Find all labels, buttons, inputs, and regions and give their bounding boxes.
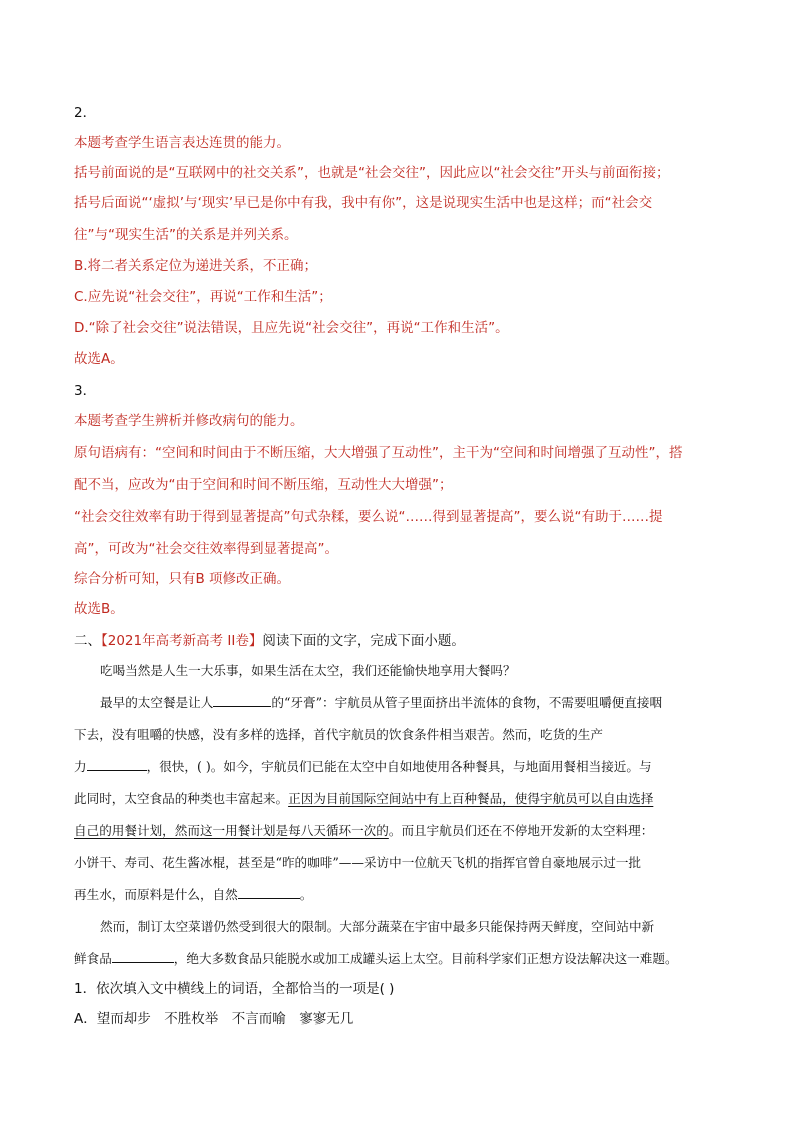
- section-2-source: 【2021年高考新高考 II卷】: [101, 633, 263, 649]
- passage-line-2h: [74, 822, 653, 840]
- q3-line-1: 本题考查学生辨析并修改病句的能力。: [74, 413, 304, 429]
- passage-text: ，绝大多数食品只能脱水或加工成罐头运上太空。目前科学家们正想方设法解决这一难题。: [173, 951, 678, 966]
- fill-blank-1[interactable]: [213, 694, 271, 707]
- passage-text: 再生水，而原料是什么，自然: [74, 887, 238, 902]
- passage-line-2j: 小饼干、寿司、花生酱冰棍，甚至是“昨的咖啡”——采访中一位航天飞机的指挥官曾自豪地展示过一批: [74, 855, 642, 870]
- passage-text: 最早的太空餐是让人: [100, 695, 214, 710]
- fill-blank-4[interactable]: [112, 950, 174, 963]
- passage-text: 。: [299, 887, 313, 902]
- section-2-instruction: 阅读下面的文字，完成下面小题。: [262, 633, 465, 649]
- q2-line-3: 括号后面说“‘虚拟’与‘现实’早已是你中有我，我中有你”，这是说现实生活中也是这样；而“社会交: [74, 195, 653, 211]
- q2-line-4: 往”与“现实生活”的关系是并列关系。: [74, 227, 298, 243]
- q2-number: 2．: [74, 105, 97, 121]
- q3-line-4: “社会交往效率有助于得到显著提高”句式杂糅，要么说“……得到显著提高”，要么说“有助于……提: [74, 509, 663, 525]
- q3-line-6: 综合分析可知，只有B 项修改正确。: [74, 571, 291, 587]
- fill-blank-2[interactable]: [87, 758, 147, 771]
- passage-text: 。而且宇航员们还在不停地开发新的太空料理：: [388, 823, 654, 838]
- passage-line-2c: 下去，没有咀嚼的快感，没有多样的选择，首代宇航员的饮食条件相当艰苦。然而，吃货的生产: [74, 727, 603, 742]
- passage-line-2f: [74, 790, 653, 808]
- q2-line-7: D.“除了社会交往”说法错误，且应先说“社会交往”，再说“工作和生活”。: [74, 320, 509, 336]
- q3-line-3: 配不当，应改为“由于空间和时间不断压缩，互动性大大增强”；: [74, 477, 453, 493]
- passage-line-2k: [74, 886, 312, 904]
- q3-number: 3．: [74, 383, 97, 399]
- section-2-prefix: 二、: [74, 633, 101, 649]
- q3-line-2: 原句语病有：“空间和时间由于不断压缩，大大增强了互动性”，主干为“空间和时间增强了互动性”，搭: [74, 445, 683, 461]
- q2-line-1: 本题考查学生语言表达连贯的能力。: [74, 135, 290, 151]
- question-1-stem: 1．依次填入文中横线上的词语，全都恰当的一项是( ): [74, 981, 395, 997]
- underlined-sentence: 正因为目前国际空间站中有上百种餐品，使得宇航员可以自由选择: [288, 791, 654, 806]
- passage-text: 此同时，太空食品的种类也丰富起来。: [74, 791, 289, 806]
- passage-line-2d: [74, 758, 652, 776]
- passage-line-3b: [74, 950, 678, 968]
- passage-text: 力: [74, 759, 87, 774]
- q2-line-5: B.将二者关系定位为递进关系，不正确；: [74, 258, 318, 274]
- q3-line-7: 故选B。: [74, 601, 124, 617]
- fill-blank-3[interactable]: [238, 886, 300, 899]
- q3-line-5: 高”，可改为“社会交往效率得到显著提高”。: [74, 541, 338, 557]
- passage-text: 的“牙膏”：宇航员从管子里面挤出半流体的食物，不需要咀嚼便直接咽: [271, 695, 663, 710]
- passage-text: ，很快，( )。如今，宇航员们已能在太空中自如地使用各种餐具，与地面用餐相当接近。与: [146, 759, 652, 774]
- passage-line-2a: [100, 694, 662, 712]
- passage-text: 鲜食品: [74, 951, 112, 966]
- q2-line-2: 括号前面说的是“互联网中的社交关系”，也就是“社会交往”，因此应以“社会交往”开头与前面衔接；: [74, 165, 670, 181]
- section-2-heading: [74, 632, 465, 650]
- q2-line-6: C.应先说“社会交往”，再说“工作和生活”；: [74, 289, 332, 305]
- passage-line-3a: 然而，制订太空菜谱仍然受到很大的限制。大部分蔬菜在宇宙中最多只能保持两天鲜度，空间站中新: [100, 919, 655, 934]
- question-1-option-a[interactable]: A．望而却步 不胜枚举 不言而喻 寥寥无几: [74, 1011, 354, 1027]
- underlined-sentence: 自己的用餐计划，然而这一用餐计划是每八天循环一次的: [74, 823, 389, 838]
- passage-paragraph-1: 吃喝当然是人生一大乐事，如果生活在太空，我们还能愉快地享用大餐吗？: [100, 663, 516, 678]
- q2-line-8: 故选A。: [74, 351, 124, 367]
